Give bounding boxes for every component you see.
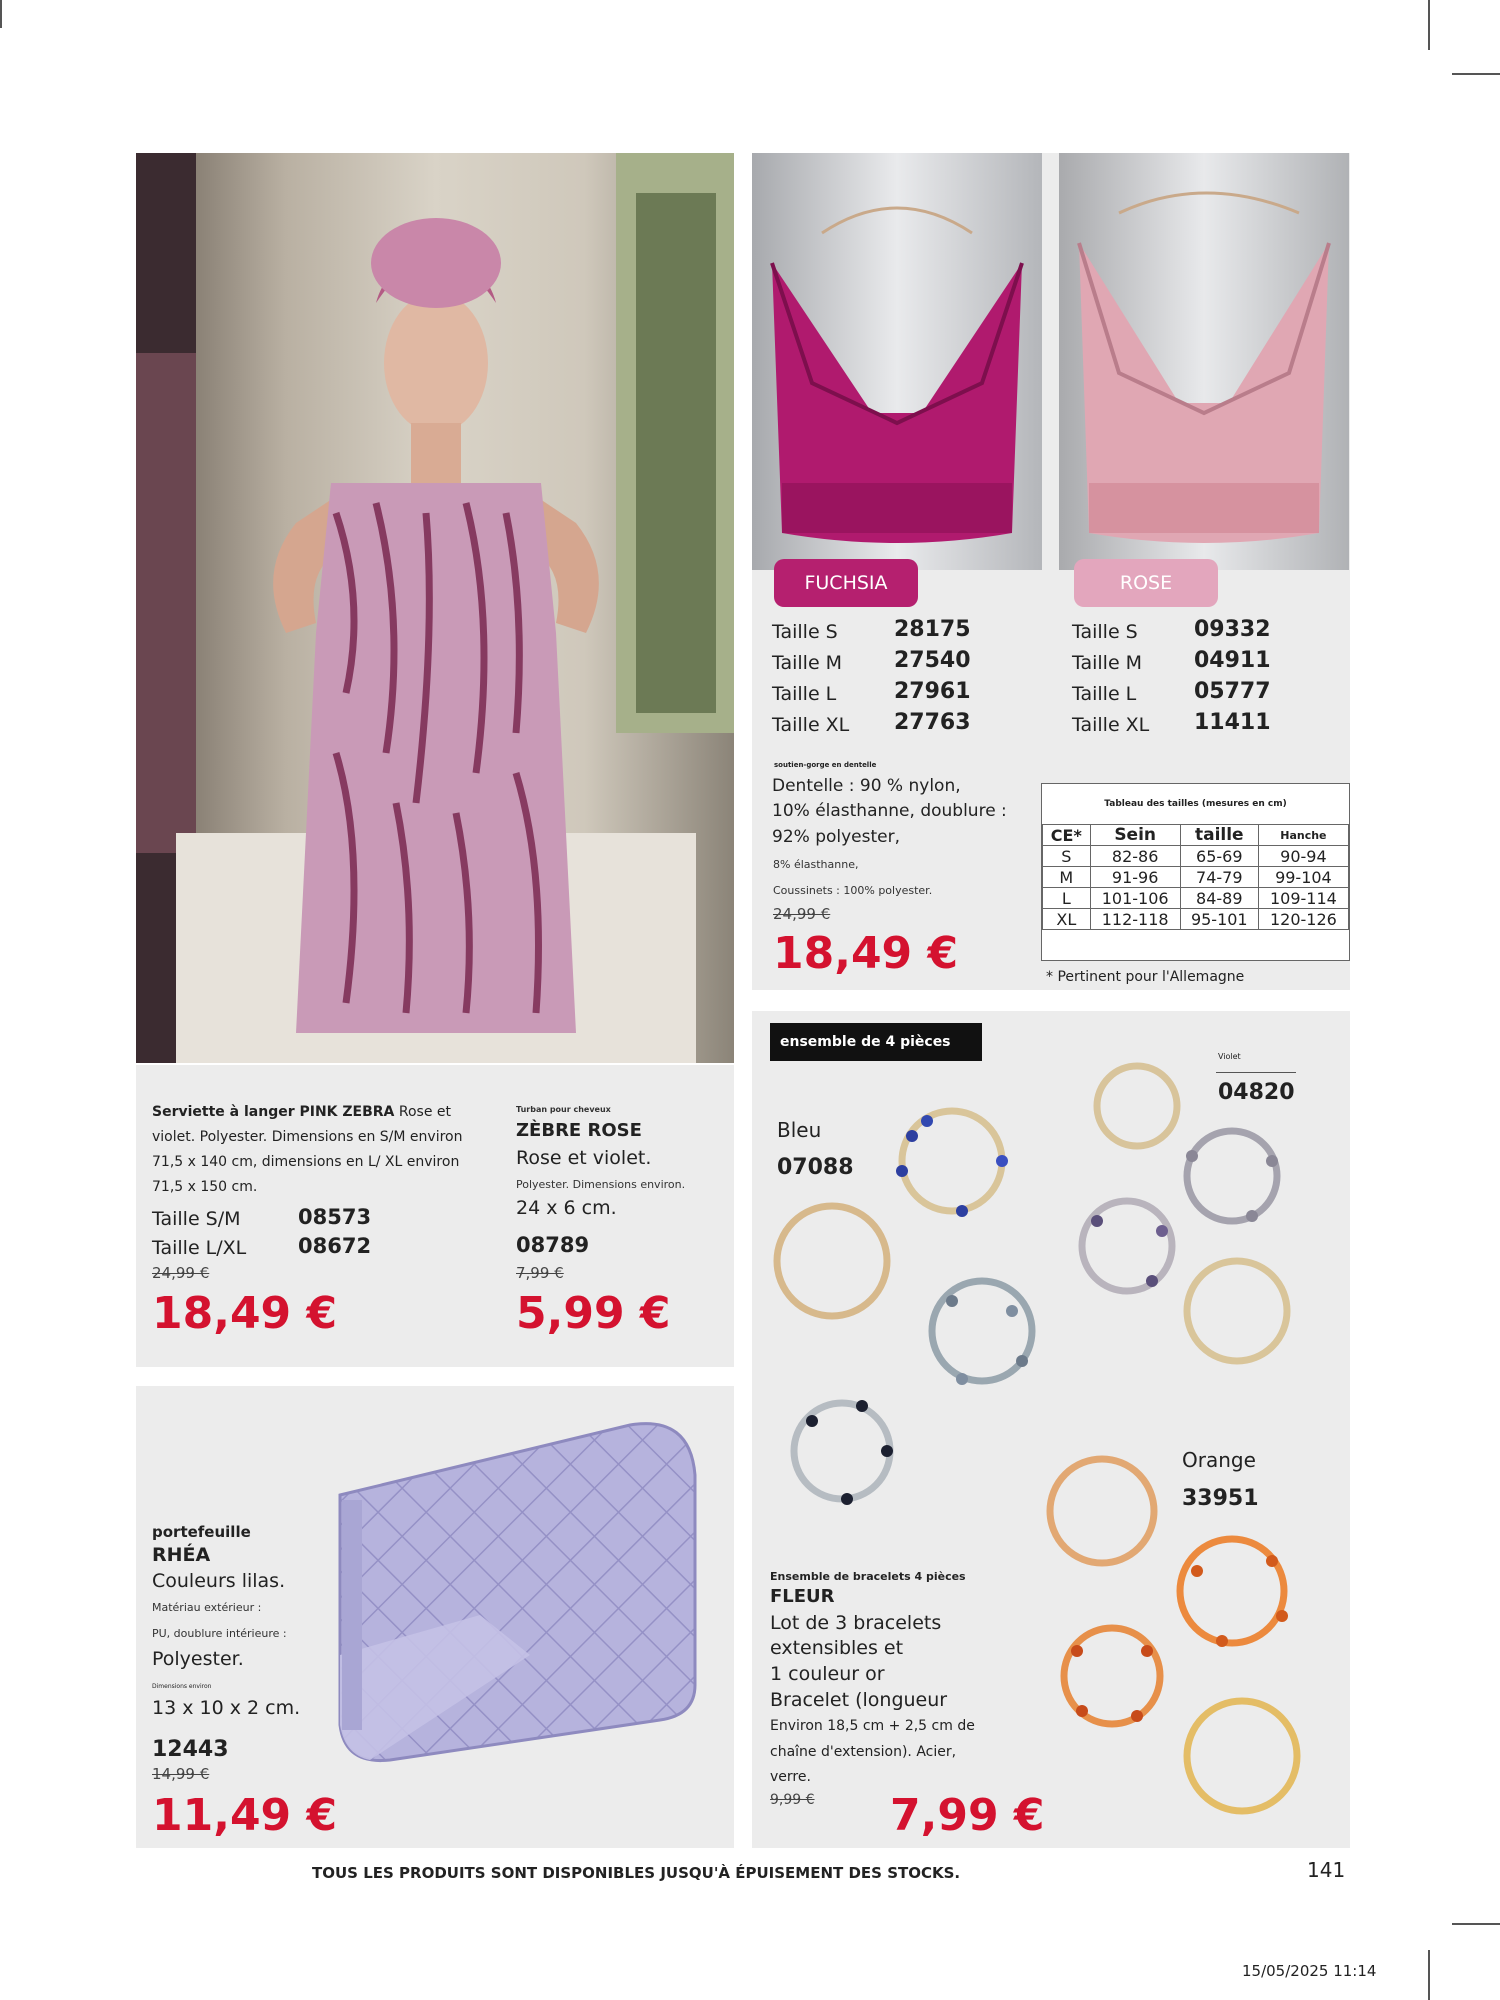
bracelet-desc-line: Lot de 3 bracelets	[770, 1612, 942, 1634]
bracelet-color-violet: Violet	[1218, 1052, 1241, 1061]
wallet-material-line: Matériau extérieur :	[152, 1601, 262, 1614]
bracelet-code-divider	[1216, 1072, 1296, 1073]
wallet-old-price: 14,99 €	[152, 1765, 210, 1783]
crop-mark	[0, 0, 2, 28]
page-number: 141	[1307, 1858, 1346, 1882]
bracelet-desc-line: extensibles et	[770, 1637, 904, 1659]
bra-rose-size-code: 05777	[1194, 679, 1271, 704]
size-table-box	[1041, 783, 1350, 961]
bra-price: 18,49 €	[773, 928, 959, 979]
bra-small-line: 8% élasthanne,	[773, 858, 859, 871]
size-table-cell: 99-104	[1258, 867, 1348, 888]
bra-variant-tag-rose: ROSE	[1074, 559, 1218, 607]
bracelet-kicker: Ensemble de bracelets 4 pièces	[770, 1570, 966, 1583]
bra-material-line: 92% polyester,	[772, 827, 900, 847]
bracelet-code-violet: 04820	[1218, 1080, 1295, 1105]
size-table-cell: 84-89	[1180, 888, 1258, 909]
size-table-cell: 82-86	[1090, 846, 1180, 867]
size-table-row	[1043, 888, 1349, 909]
bra-rose-size-code: 11411	[1194, 710, 1271, 735]
bra-rose-size-code: 04911	[1194, 648, 1271, 673]
size-table-cell: L	[1043, 888, 1091, 909]
bra-fuchsia-size-label: Taille XL	[772, 714, 850, 736]
bra-fuchsia-size-code: 27763	[894, 710, 971, 735]
size-table-cell: 109-114	[1258, 888, 1348, 909]
size-table-header: Hanche	[1258, 825, 1348, 846]
bracelet-code-bleu: 07088	[777, 1155, 854, 1180]
availability-notice: TOUS LES PRODUITS SONT DISPONIBLES JUSQU'À ÉPUISEMENT DES STOCKS.	[312, 1864, 961, 1882]
bracelet-old-price: 9,99 €	[770, 1792, 815, 1808]
bra-fuchsia-size-label: Taille S	[772, 621, 838, 643]
wallet-title: RHÉA	[152, 1544, 211, 1566]
bracelet-small-line: chaîne d'extension). Acier,	[770, 1744, 957, 1760]
wallet-photo	[330, 1415, 700, 1775]
bra-fuchsia-size-label: Taille L	[772, 683, 837, 705]
size-table	[1042, 824, 1349, 930]
towel-title: Serviette à langer PINK ZEBRA	[152, 1104, 395, 1120]
wallet-material-line: PU, doublure intérieure :	[152, 1627, 287, 1640]
size-table-cell: 95-101	[1180, 909, 1258, 930]
bra-rose-size-code: 09332	[1194, 617, 1271, 642]
size-table-cell: 65-69	[1180, 846, 1258, 867]
bra-fuchsia-size-code: 27540	[894, 648, 971, 673]
bracelet-small-line: Environ 18,5 cm + 2,5 cm de	[770, 1718, 975, 1734]
towel-size-code-sm: 08573	[298, 1205, 372, 1229]
size-table-footnote: * Pertinent pour l'Allemagne	[1046, 969, 1245, 985]
bra-kicker: soutien-gorge en dentelle	[774, 761, 877, 769]
size-table-row	[1043, 867, 1349, 888]
size-table-cell: XL	[1043, 909, 1091, 930]
bra-rose-size-label: Taille M	[1072, 652, 1143, 674]
towel-size-label-lxl: Taille L/XL	[152, 1237, 247, 1259]
turban-code: 08789	[516, 1233, 590, 1257]
bra-variant-tag-fuchsia: FUCHSIA	[774, 559, 918, 607]
wallet-dims: 13 x 10 x 2 cm.	[152, 1697, 301, 1719]
size-table-cell: 90-94	[1258, 846, 1348, 867]
print-timestamp: 15/05/2025 11:14	[1242, 1962, 1377, 1980]
bracelet-set-badge: ensemble de 4 pièces	[770, 1023, 982, 1061]
size-table-header: Sein	[1090, 825, 1180, 846]
turban-kicker: Turban pour cheveux	[516, 1105, 611, 1114]
crop-mark	[1452, 73, 1500, 75]
towel-price: 18,49 €	[152, 1288, 338, 1339]
size-table-header: CE*	[1043, 825, 1091, 846]
bra-fuchsia-photo	[752, 153, 1042, 570]
size-table-cell: 91-96	[1090, 867, 1180, 888]
towel-photo	[136, 153, 734, 1063]
crop-mark	[1428, 1950, 1430, 2000]
size-table-cell: S	[1043, 846, 1091, 867]
turban-color: Rose et violet.	[516, 1147, 652, 1169]
size-table-row	[1043, 909, 1349, 930]
bra-material-line: Dentelle : 90 % nylon,	[772, 776, 961, 796]
towel-size-code-lxl: 08672	[298, 1234, 372, 1258]
crop-mark	[1452, 1923, 1500, 1925]
size-table-row	[1043, 846, 1349, 867]
bracelet-color-orange: Orange	[1182, 1448, 1256, 1472]
wallet-code: 12443	[152, 1737, 229, 1762]
size-table-cell: 120-126	[1258, 909, 1348, 930]
bracelet-code-orange: 33951	[1182, 1486, 1259, 1511]
bracelet-small-line: verre.	[770, 1769, 811, 1785]
bra-rose-size-label: Taille L	[1072, 683, 1137, 705]
towel-size-label-sm: Taille S/M	[152, 1208, 241, 1230]
bracelet-desc-line: 1 couleur or	[770, 1663, 885, 1685]
towel-old-price: 24,99 €	[152, 1264, 210, 1282]
wallet-color: Couleurs lilas.	[152, 1570, 286, 1592]
bra-rose-size-label: Taille XL	[1072, 714, 1150, 736]
bra-rose-size-label: Taille S	[1072, 621, 1138, 643]
bracelet-desc-line: Bracelet (longueur	[770, 1689, 948, 1711]
size-table-header-row	[1043, 825, 1349, 846]
turban-dims: 24 x 6 cm.	[516, 1197, 617, 1219]
size-table-cell: 101-106	[1090, 888, 1180, 909]
bra-fuchsia-size-code: 28175	[894, 617, 971, 642]
bracelet-price: 7,99 €	[890, 1790, 1045, 1841]
bracelet-title: FLEUR	[770, 1586, 835, 1607]
towel-description	[152, 1100, 482, 1200]
bra-fuchsia-size-code: 27961	[894, 679, 971, 704]
turban-title: ZÈBRE ROSE	[516, 1120, 642, 1141]
towel-description-text: Rose et violet. Polyester. Dimensions en S/M environ 71,5 x 140 cm, dimensions en L/ XL environ 71,5 x 150 cm.	[152, 1104, 463, 1195]
size-table-cell: M	[1043, 867, 1091, 888]
bra-rose-photo	[1059, 153, 1349, 570]
turban-price: 5,99 €	[516, 1288, 671, 1339]
crop-mark	[1428, 0, 1430, 50]
size-table-cell: 112-118	[1090, 909, 1180, 930]
wallet-price: 11,49 €	[152, 1790, 338, 1841]
bracelet-color-bleu: Bleu	[777, 1118, 822, 1142]
turban-old-price: 7,99 €	[516, 1264, 564, 1282]
size-table-title: Tableau des tailles (mesures en cm)	[1104, 799, 1287, 809]
turban-material: Polyester. Dimensions environ.	[516, 1178, 686, 1191]
wallet-kicker: portefeuille	[152, 1523, 251, 1541]
wallet-dims-kicker: Dimensions environ	[152, 1683, 212, 1690]
size-table-header: taille	[1180, 825, 1258, 846]
bra-material-line: 10% élasthanne, doublure :	[772, 801, 1007, 821]
size-table-cell: 74-79	[1180, 867, 1258, 888]
bra-small-line: Coussinets : 100% polyester.	[773, 884, 933, 897]
bra-fuchsia-size-label: Taille M	[772, 652, 843, 674]
bra-old-price: 24,99 €	[773, 905, 831, 923]
wallet-lining: Polyester.	[152, 1648, 244, 1670]
